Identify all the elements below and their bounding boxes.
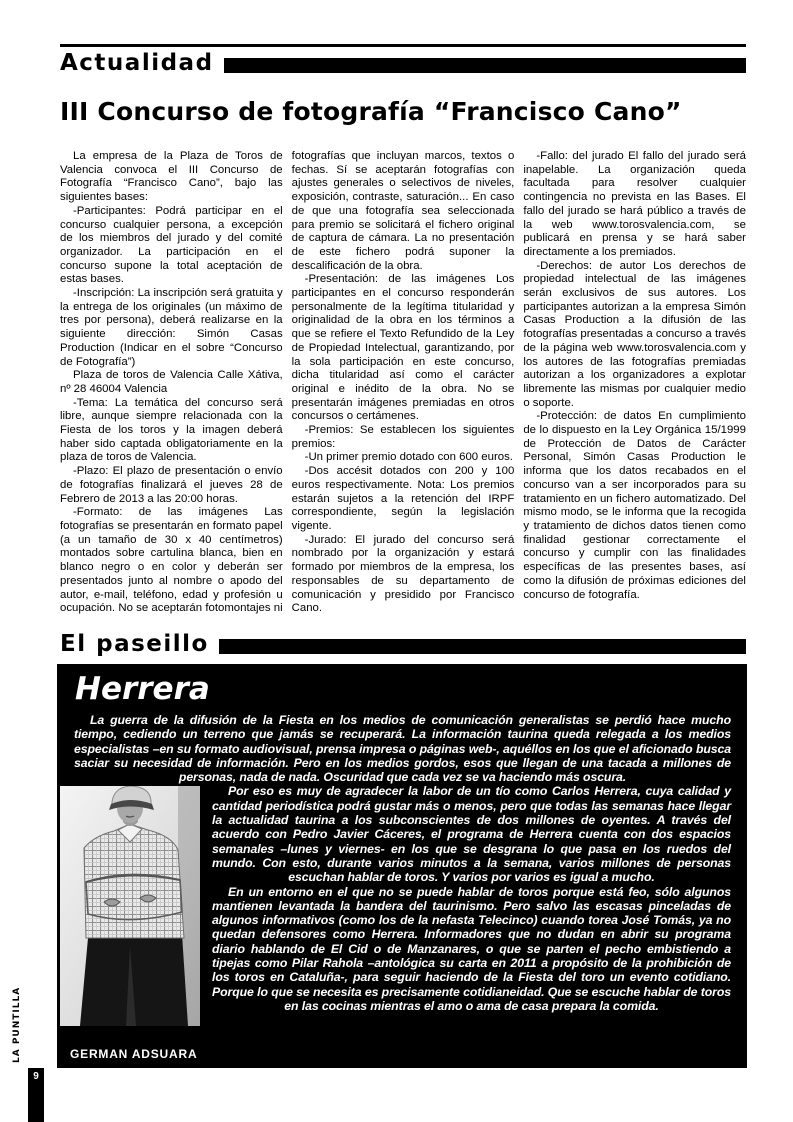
section-header-actualidad [60, 52, 746, 75]
article-columns [60, 150, 746, 632]
section-label-actualidad: Actualidad [60, 50, 214, 76]
opinion-paragraph: En un entorno en el que no se puede hablar de toros porque está feo, sólo algunos mantienen levantada la bandera del taurinismo. Pero salvo las escasas pinceladas de algunos informativos (como los de la nefasta Telecinco) cuando torea José Tomás, ya no quedan defensores como Herrera. Informadores que no dudan en abrir su programa diario hablando de El Cid o de Manzanares, o que se parten el pecho embistiendo a tipejas como Pilar Rahola –antológica su carta en 2011 a propósito de la prohibición de los toros en Cataluña-, para seguir haciendo de la Fiesta del toro un evento cotidiano. Porque lo que se necesita es precisamente cotidianeidad. Que se escuche hablar de toros en las cocinas mientras el amo o ama de casa prepara la comida. [212, 884, 731, 1013]
section-label-paseillo: El paseillo [60, 631, 209, 657]
opinion-box [57, 664, 747, 1068]
page-number-bar [28, 1068, 44, 1122]
article-paragraph: -Plazo: El plazo de presentación o envío de fotografías finalizará el jueves 28 de Febrero de 2013 a las 20:00 horas. [60, 465, 283, 505]
section-bar [224, 58, 746, 73]
opinion-paragraph: La guerra de la difusión de la Fiesta en los medios de comunicación generalistas se perdió hace mucho tiempo, cediendo un terreno que jamás se recuperará. La información taurina queda relegada a los medios especialistas –en su formato audiovisual, prensa impresa o páginas web-, aquéllos en los que el aficionado busca saciar su necesidad de información. Pero en los medios gordos, esos que llegan de una tacada a millones de personas, nada de nada. Oscuridad que cada vez se va haciendo más oscura. [74, 713, 731, 785]
article-paragraph: -Protección: de datos En cumplimiento de lo dispuesto en la Ley Orgánica 15/1999 de Protección de Datos de Carácter Personal, Simón Casas Production le informa que los datos recabados en el concurso van a ser incorporados para su tratamiento en un fichero automatizado. Del mismo modo, se le informa que la recogida y tratamiento de dichos datos tienen como finalidad gestionar correctamente el concurso y cumplir con las finalidades específicas de las presentes bases, así como la difusión de próximas ediciones del concurso de fotografía. [523, 410, 746, 601]
opinion-paragraph: Por eso es muy de agradecer la labor de un tío como Carlos Herrera, cuya calidad y cantidad periodística podrá gustar más o menos, pero que todas las semanas hace llegar la actualidad taurina a los subconscientes de dos millones de oyentes. A través del acuerdo con Pedro Javier Cáceres, el programa de Herrera cuenta con dos espacios semanales –lunes y viernes- en los que se desgrana lo que pasa en los ruedos del mundo. Con esto, durante varios minutos a la semana, varios millones de personas escuchan hablar de toros. Y varios por varios es igual a mucho. [212, 784, 731, 885]
section-bar [219, 639, 746, 654]
article-paragraph: La empresa de la Plaza de Toros de Valencia convoca el III Concurso de Fotografía “Francisco Cano”, bajo las siguientes bases: [60, 150, 283, 204]
article-paragraph: -Participantes: Podrá participar en el concurso cualquier persona, a excepción de los miembros del jurado y del comité organizador. La participación en el concurso supone la total aceptación de estas bases. [60, 204, 283, 286]
article-paragraph: -Presentación: de las imágenes Los participantes en el concurso responderán personalmente de la legítima titularidad y originalidad de la obra en los términos a que se refiere el Texto Refundido de la Ley de Propiedad Intelectual, garantizando, por la sola participación en este concurso, dicha titularidad así como el carácter original e inédito de la obra. No se presentarán imágenes premiadas en otros concursos o certámenes. [291, 273, 515, 423]
article-paragraph: -Premios: Se establecen los siguientes premios: [291, 424, 515, 450]
author-photo [60, 786, 200, 1026]
article-paragraph: -Jurado: El jurado del concurso será nombrado por la organización y estará formado por miembros de la empresa, los responsables de su departamento de comunicación y presidido por Francisco Cano. [291, 533, 515, 615]
man-flat-cap-arms-crossed-photo [60, 786, 200, 1026]
section-header-paseillo [60, 633, 746, 656]
article-paragraph: -Un primer premio dotado con 600 euros. [304, 451, 513, 464]
magazine-spine-label: LA PUNTILLA [12, 986, 22, 1063]
article-title: III Concurso de fotografía “Francisco Cano” [60, 97, 682, 126]
photo-caption: GERMAN ADSUARA [70, 1047, 198, 1061]
article-paragraph: -Derechos: de autor Los derechos de propiedad intelectual de las imágenes serán exclusivos de sus autores. Los participantes autorizan a la empresa Simón Casas Production a la difusión de las fotografías presentadas a concurso a través de la página web www.torosvalencia.com y los autores de las fotografías premiadas autorizan a los organizadores a explotar libremente las mismas por cualquier medio o soporte. [523, 259, 746, 409]
article-paragraph: -Dos accésit dotados con 200 y 100 euros respectivamente. Nota: Los premios estarán sujetos a la retención del IRPF correspondiente, según la legislación vigente. [291, 465, 515, 532]
opinion-column-body [57, 711, 747, 1013]
article-paragraph: -Formato: de las imágenes Las fotografías se presentarán en formato papel (a un tamaño de 30 x 40 centímetros) montados sobre cartulina blanca, bien en blanco negro o en color y deberán ser presentados junto al nombre o apodo del autor, e-mail, teléfono, edad y profesión u ocupación. No se aceptarán fotomontajes ni fotografías que incluyan marcos, textos o fechas. Sí se aceptarán fotografías con ajustes generales o selectivos de niveles, exposición, contraste, saturación... En caso de que una fotografía sea seleccionada para premio se solicitará el fichero original de captura de cámara. La no presentación de este fichero podrá suponer la descalificación de la obra. [60, 150, 515, 615]
opinion-column-title: Herrera [75, 671, 210, 707]
top-rule [60, 44, 746, 47]
page-number: 9 [33, 1071, 39, 1082]
article-paragraph: -Inscripción: La inscripción será gratuita y la entrega de los originales (un máximo de tres por persona), deberá realizarse en la siguiente dirección: Simón Casas Production (Indicar en el sobre “Concurso de Fotografía”) [60, 287, 283, 368]
article-paragraph: Plaza de toros de Valencia Calle Xátiva, nº 28 46004 Valencia [60, 369, 283, 395]
article-paragraph: -Fallo: del jurado El fallo del jurado será inapelable. La organización queda facultada para resolver cualquier contingencia no prevista en las Bases. El fallo del jurado se hará público a través de la web www.torosvalencia.com, se publicará en prensa y se hará saber directamente a los premiados. [523, 150, 746, 258]
article-paragraph: -Tema: La temática del concurso será libre, aunque siempre relacionada con la Fiesta de los toros y la imagen deberá haber sido captada obligatoriamente en la plaza de toros de Valencia. [60, 396, 283, 464]
